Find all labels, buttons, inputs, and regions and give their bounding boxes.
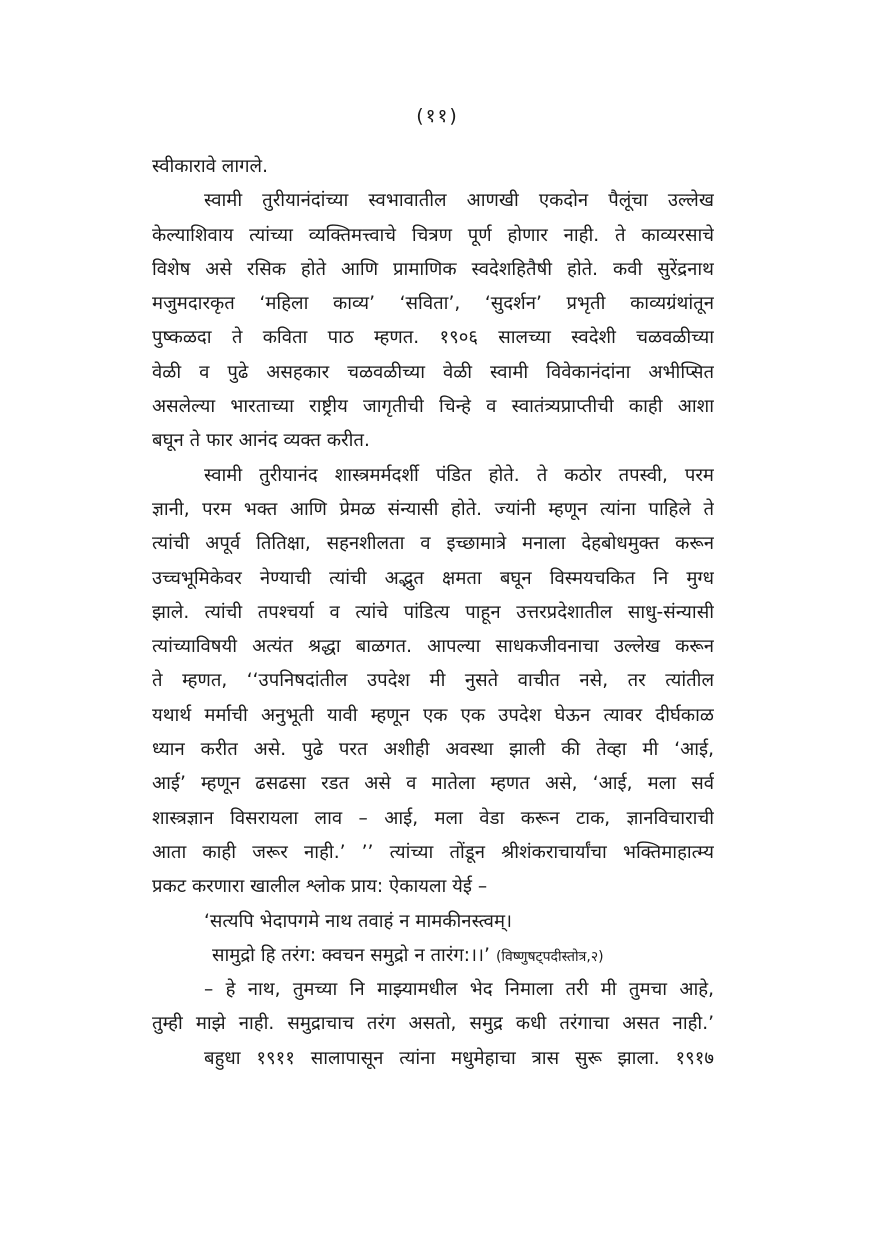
text-line: वेळी व पुढे असहकार चळवळीच्या वेळी स्वामी विवेकानंदांना अभीप्सित bbox=[152, 361, 714, 383]
text-line: आई’ म्हणून ढसढसा रडत असे व मातेला म्हणत असे, ‘आई, मला सर्व bbox=[152, 773, 714, 795]
text-line: – हे नाथ, तुमच्या नि माझ्यामधील भेद निमाला तरी मी तुमचा आहे, bbox=[204, 979, 714, 1001]
text-line: विशेष असे रसिक होते आणि प्रामाणिक स्वदेशहितैषी होते. कवी सुरेंद्रनाथ bbox=[152, 258, 714, 280]
text-line: पुष्कळदा ते कविता पाठ म्हणत. १९०६ सालच्या स्वदेशी चळवळीच्या bbox=[152, 327, 714, 349]
text-line: त्यांची अपूर्व तितिक्षा, सहनशीलता व इच्छामात्रे मनाला देहबोधमुक्त करून bbox=[152, 533, 714, 555]
text-line: शास्त्रज्ञान विसरायला लाव – आई, मला वेडा करून टाक, ज्ञानविचाराची bbox=[152, 807, 714, 829]
text-line: त्यांच्याविषयी अत्यंत श्रद्धा बाळगत. आपल्या साधकजीवनाचा उल्लेख करून bbox=[152, 636, 714, 658]
verse-source: (विष्णुषट्पदीस्तोत्र,२) bbox=[495, 948, 604, 965]
verse-line bbox=[152, 939, 714, 973]
text-line: ते म्हणत, ‘‘उपनिषदांतील उपदेश मी नुसते वाचीत नसे, तर त्यांतील bbox=[152, 670, 714, 692]
text-line: बघून ते फार आनंद व्यक्त करीत. bbox=[152, 430, 370, 452]
text-line: उच्चभूमिकेवर नेण्याची त्यांची अद्भुत क्षमता बघून विस्मयचकित नि मुग्ध bbox=[152, 567, 714, 589]
text-line: केल्याशिवाय त्यांच्या व्यक्तिमत्त्वाचे चित्रण पूर्ण होणार नाही. ते काव्यरसाचे bbox=[152, 224, 714, 246]
text-line: ध्यान करीत असे. पुढे परत अशीही अवस्था झाली की तेव्हा मी ‘आई, bbox=[152, 739, 714, 761]
text-line: तुम्ही माझे नाही. समुद्राचाच तरंग असतो, समुद्र कधी तरंगाचा असत नाही.’ bbox=[152, 1013, 714, 1035]
body-text bbox=[152, 150, 714, 1076]
text-line: प्रकट करणारा खालील श्लोक प्राय: ऐकायला येई – bbox=[152, 876, 488, 898]
text-line: ज्ञानी, परम भक्त आणि प्रेमळ संन्यासी होते. ज्यांनी म्हणून त्यांना पाहिले ते bbox=[152, 498, 714, 520]
verse-line: ‘सत्यपि भेदापगमे नाथ तवाहं न मामकीनस्त्वम्। bbox=[204, 910, 513, 932]
text-line: आता काही जरूर नाही.’ ’’ त्यांच्या तोंडून श्रीशंकराचार्यांचा भक्तिमाहात्म्य bbox=[152, 841, 714, 863]
verse-text: सामुद्रो हि तरंग: क्वचन समुद्रो न तारंग:।।’ bbox=[212, 944, 490, 966]
page-number: (११) bbox=[416, 105, 459, 127]
text-line: यथार्थ मर्माची अनुभूती यावी म्हणून एक एक उपदेश घेऊन त्यावर दीर्घकाळ bbox=[152, 704, 714, 726]
text-line: बहुधा १९११ सालापासून त्यांना मधुमेहाचा त्रास सुरू झाला. १९१७ bbox=[204, 1047, 714, 1069]
text-line: स्वीकारावे लागले. bbox=[152, 156, 268, 177]
text-line: स्वामी तुरीयानंद शास्त्रमर्मदर्शी पंडित होते. ते कठोर तपस्वी, परम bbox=[204, 464, 714, 486]
text-line: असलेल्या भारताच्या राष्ट्रीय जागृतीची चिन्हे व स्वातंत्र्यप्राप्तीची काही आशा bbox=[152, 396, 714, 418]
text-line: स्वामी तुरीयानंदांच्या स्वभावातील आणखी एकदोन पैलूंचा उल्लेख bbox=[204, 190, 714, 212]
text-line: झाले. त्यांची तपश्चर्या व त्यांचे पांडित्य पाहून उत्तरप्रदेशातील साधु-संन्यासी bbox=[152, 601, 714, 623]
text-line: मजुमदारकृत ‘महिला काव्य’ ‘सविता’, ‘सुदर्शन’ प्रभृती काव्यग्रंथांतून bbox=[152, 293, 714, 315]
